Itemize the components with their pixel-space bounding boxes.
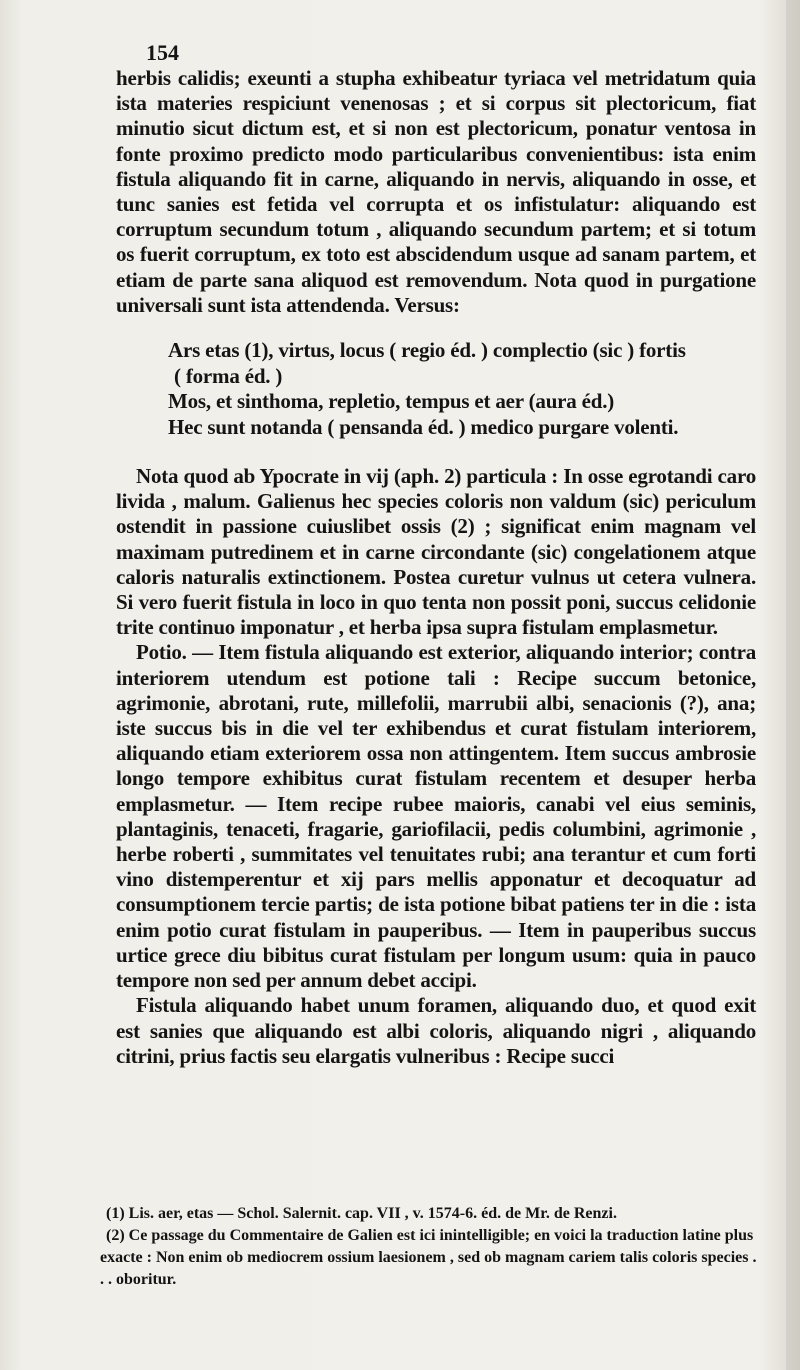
verse-line-4: Hec sunt notanda ( pensanda éd. ) medico purgare volenti. bbox=[168, 414, 679, 439]
footnote-1: (1) Lis. aer, etas — Schol. Salernit. cap. VII , v. 1574-6. éd. de Mr. de Renzi. bbox=[106, 1205, 617, 1222]
paragraph-fistula: Fistula aliquando habet unum foramen, aliquando duo, et quod exit est sanies que aliquando est albi coloris, aliquando nigri , aliquando citrini, prius factis seu elargatis vulneribus : Recipe succi bbox=[116, 993, 756, 1068]
verse-line-2: ( forma éd. ) bbox=[174, 363, 283, 388]
footnote-2: (2) Ce passage du Commentaire de Galien est ici inintelligible; en voici la traduction latine plus exacte : Non enim ob mediocrem ossium laesionem , sed ob magnam cariem talis coloris species . . . oboritur. bbox=[100, 1227, 757, 1288]
paragraph-intro: herbis calidis; exeunti a stupha exhibeatur tyriaca vel metridatum quia ista materies respiciunt venenosas ; et si corpus sit plectoricum, fiat minutio sicut dictum est, et si non est plectoricum, ponatur ventosa in fonte proximo predicto modo particularibus convenientibus: ista enim fistula aliquando fit in carne, aliquando in nervis, aliquando in osse, et tunc sanies est fetida vel corrupta et os infistulatur: aliquando est corruptum secundum totum , aliquando secundum partem; et si totum os fuerit corruptum, ex toto est abscidendum usque ad sanam partem, et etiam de parte sana aliquod est removendum. Nota quod in purgatione universali sunt ista attendenda. Versus: bbox=[116, 66, 756, 317]
footnotes bbox=[100, 1203, 760, 1291]
verse-line-1: Ars etas (1), virtus, locus ( regio éd. ) complectio (sic ) fortis bbox=[168, 338, 686, 363]
paragraph-potio: Potio. — Item fistula aliquando est exterior, aliquando interior; contra interiorem utendum est potione tali : Recipe succum betonice, agrimonie, abrotani, rute, millefolii, marrubii albi, senacionis (?), ana; iste succus bis in die vel ter exhibendus et curat fistulam interiorem, aliquando etiam exteriorem ossa non attingentem. Item succus ambrosie longo tempore exhibitus curat fistulam recentem et desuper herba emplasmetur. — Item recipe rubee maioris, canabi vel eius seminis, plantaginis, tenaceti, fragarie, gariofilacii, pedis columbini, agrimonie , herbe roberti , summitates vel tenuitates rubi; ana terantur et cum forti vino distemperentur et xij pars mellis apponatur et decoquatur ad consumptionem tercie partis; de ista potione bibat patiens ter in die : ista enim potio curat fistulam in pauperibus. — Item in pauperibus succus urtice grece diu bibitus curat fistulam per longum usum: quia in pauco tempore non sed per annum debet accipi. bbox=[116, 640, 756, 993]
paragraph-nota: Nota quod ab Ypocrate in vij (aph. 2) particula : In osse egrotandi caro livida , malum. Galienus hec species coloris non valdum (sic) periculum ostendit in passione cuiuslibet ossis (2) ; significat enim magnam vel maximam putredinem et in carne circondante (sic) congelationem atque caloris naturalis extinctionem. Postea curetur vulnus ut cetera vulnera. Si vero fuerit fistula in loco in quo tenta non possit poni, succus celidonie trite continuo imponatur , et herba ipsa supra fistulam emplasmetur. bbox=[116, 464, 756, 640]
verse-line-3: Mos, et sinthoma, repletio, tempus et aer (aura éd.) bbox=[168, 389, 615, 414]
verse-block bbox=[168, 338, 756, 440]
page-number: 154 bbox=[146, 40, 179, 65]
page-content bbox=[116, 40, 756, 1069]
